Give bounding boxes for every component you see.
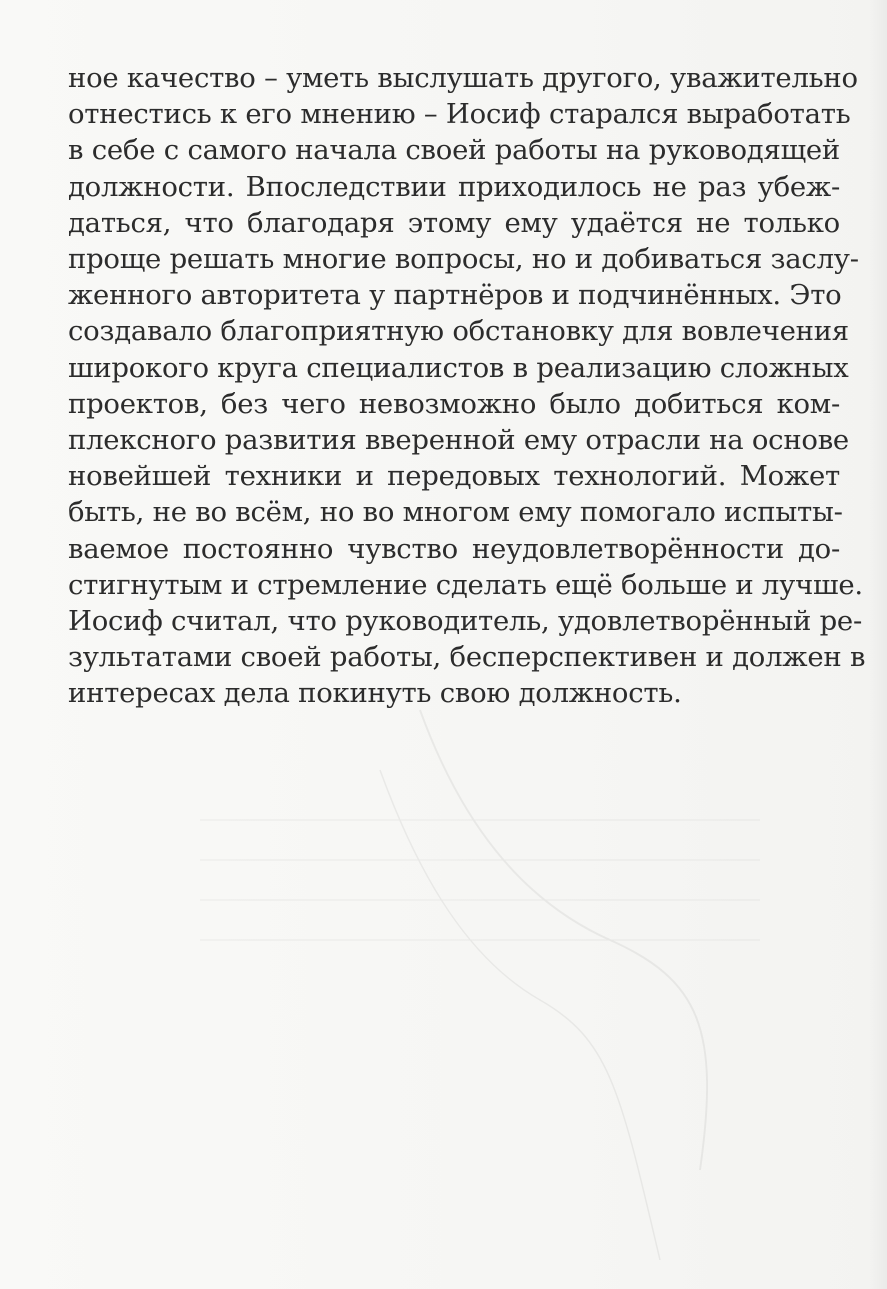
- text-line: проще решать многие вопросы, но и добиваться заслу-: [68, 243, 859, 276]
- text-line: интересах дела покинуть свою должность.: [68, 677, 682, 710]
- show-through-stroke: [200, 820, 760, 940]
- text-line: создавало благоприятную обстановку для вовлечения: [68, 315, 849, 348]
- show-through-stroke: [420, 710, 707, 1170]
- text-line: ное качество – уметь выслушать другого, уважительно: [68, 62, 858, 94]
- show-through-texture: [0, 700, 887, 1289]
- text-line: проектов, без чего невозможно было добиться ком-: [68, 387, 840, 420]
- text-line: быть, не во всём, но во многом ему помогало испыты-: [68, 496, 843, 529]
- text-line: плексного развития вверенной ему отрасли на основе: [68, 424, 849, 457]
- text-line: ваемое постоянно чувство неудовлетворённости до-: [68, 532, 840, 565]
- text-line: новейшей техники и передовых технологий. Может: [68, 460, 840, 493]
- text-line: в себе с самого начала своей работы на руководящей: [68, 134, 840, 167]
- text-line: даться, что благодаря этому ему удаётся не только: [68, 206, 840, 239]
- show-through-stroke: [380, 770, 660, 1260]
- text-line: стигнутым и стремление сделать ещё больше и лучше.: [68, 568, 863, 601]
- text-line: широкого круга специалистов в реализацию сложных: [68, 351, 849, 384]
- text-line: женного авторитета у партнёров и подчинённых. Это: [68, 279, 842, 312]
- body-paragraph: [68, 60, 866, 712]
- text-line: зультатами своей работы, бесперспективен и должен в: [68, 641, 866, 674]
- page-edge-shadow: [869, 0, 887, 1289]
- text-line: Иосиф считал, что руководитель, удовлетворённый ре-: [68, 605, 863, 638]
- text-line: должности. Впоследствии приходилось не раз убеж-: [68, 170, 840, 203]
- text-line: отнестись к его мнению – Иосиф старался выработать: [68, 98, 851, 131]
